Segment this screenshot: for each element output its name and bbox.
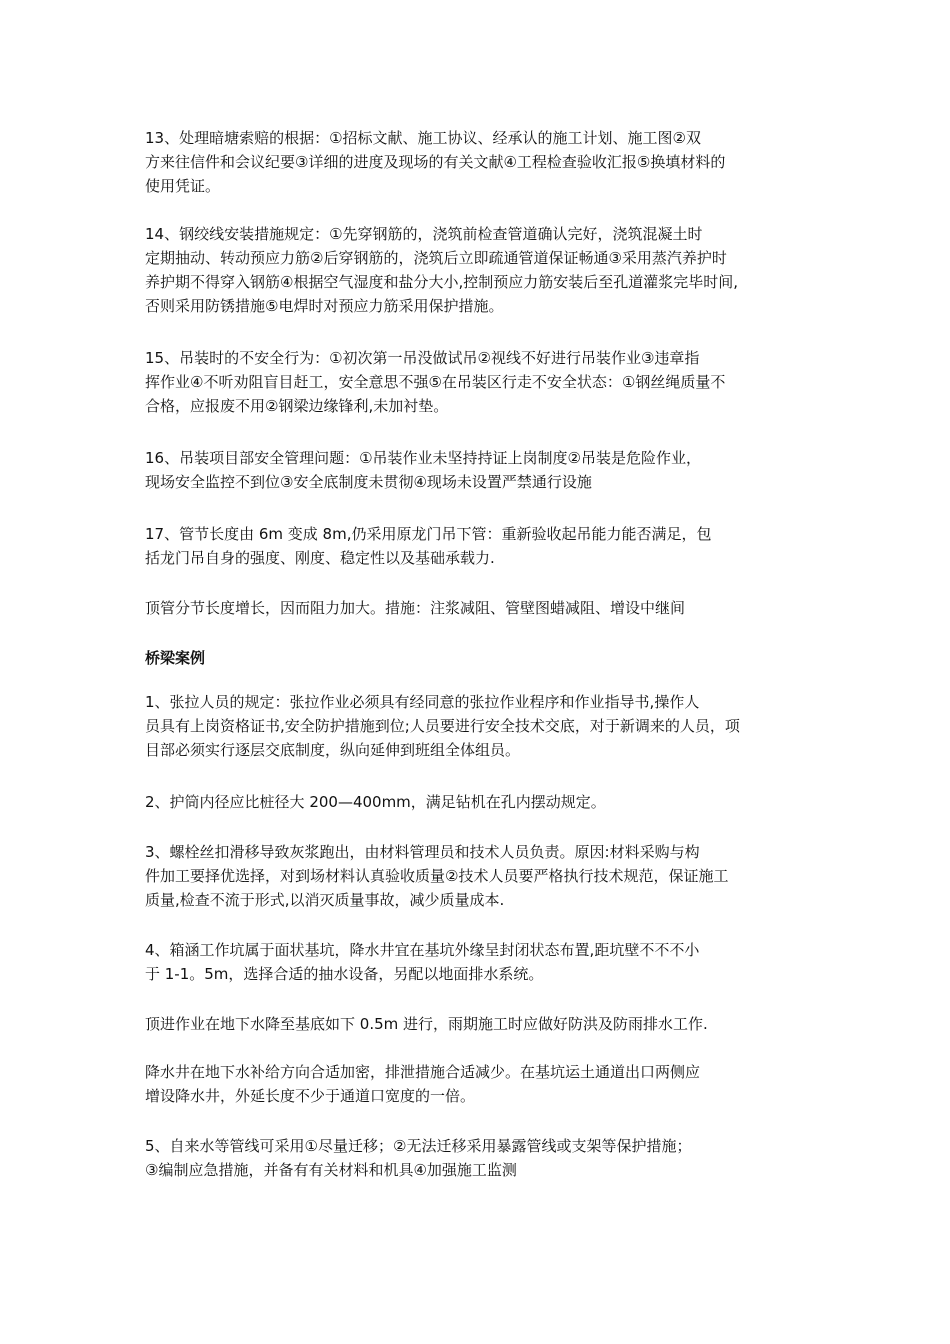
- paragraph-14: 14、钢绞线安装措施规定：①先穿钢筋的，浇筑前检查管道确认完好，浇筑混凝土时 定期抽动、转动预应力筋②后穿钢筋的，浇筑后立即疏通管道保证畅通③采用蒸汽养护时 养护期不得穿入钢筋④根据空气湿度和盐分大小,控制预应力筋安装后至孔道灌浆完毕时间, 否则采用防锈措施⑤电焊时对预应力筋采用保护措施。: [145, 225, 738, 315]
- paragraph-17: 17、管节长度由 6m 变成 8m,仍采用原龙门吊下管：重新验收起吊能力能否满足，包 括龙门吊自身的强度、刚度、稳定性以及基础承载力.: [145, 525, 712, 567]
- paragraph-bridge-4: 4、箱涵工作坑属于面状基坑，降水井宜在基坑外缘呈封闭状态布置,距坑壁不不不小 于 1-1。5m，选择合适的抽水设备，另配以地面排水系统。: [145, 941, 700, 983]
- paragraph-bridge-5: 5、自来水等管线可采用①尽量迁移；②无法迁移采用暴露管线或支架等保护措施； ③编制应急措施，并备有有关材料和机具④加强施工监测: [145, 1137, 692, 1179]
- paragraph-pipe-jacking: 顶管分节长度增长，因而阻力加大。措施：注浆减阻、管壁图蜡减阻、增设中继间: [145, 599, 686, 617]
- paragraph-15: 15、吊装时的不安全行为：①初次第一吊没做试吊②视线不好进行吊装作业③违章指 挥作业④不听劝阻盲目赶工，安全意思不强⑤在吊装区行走不安全状态：①钢丝绳质量不 合格，应报废不用②钢梁边缘锋利,未加衬垫。: [145, 349, 726, 415]
- paragraph-bridge-1: 1、张拉人员的规定：张拉作业必须具有经同意的张拉作业程序和作业指导书,操作人 员具有上岗资格证书,安全防护措施到位;人员要进行安全技术交底，对于新调来的人员，项 目部必须实行逐层交底制度，纵向延伸到班组全体组员。: [145, 693, 740, 759]
- paragraph-jacking-operation: 顶进作业在地下水降至基底如下 0.5m 进行，雨期施工时应做好防洪及防雨排水工作.: [145, 1015, 708, 1033]
- paragraph-13: 13、处理暗塘索赔的根据：①招标文献、施工协议、经承认的施工计划、施工图②双 方来往信件和会议纪要③详细的进度及现场的有关文献④工程检查验收汇报⑤换填材料的 使用凭证。: [145, 129, 726, 195]
- paragraph-16: 16、吊装项目部安全管理问题：①吊装作业未坚持持证上岗制度②吊装是危险作业， 现场安全监控不到位③安全底制度未贯彻④现场未设置严禁通行设施: [145, 449, 701, 491]
- section-heading: 桥梁案例: [145, 649, 206, 667]
- paragraph-dewatering-well: 降水井在地下水补给方向合适加密，排泄措施合适减少。在基坑运土通道出口两侧应 增设降水井，外延长度不少于通道口宽度的一倍。: [145, 1063, 701, 1105]
- paragraph-bridge-3: 3、螺栓丝扣滑移导致灰浆跑出，由材料管理员和技术人员负责。原因:材料采购与构 件加工要择优选择，对到场材料认真验收质量②技术人员要严格执行技术规范，保证施工 质量,检查不流于形式,以消灭质量事故，减少质量成本.: [145, 843, 729, 909]
- paragraph-bridge-2: 2、护筒内径应比桩径大 200—400mm，满足钻机在孔内摆动规定。: [145, 793, 606, 811]
